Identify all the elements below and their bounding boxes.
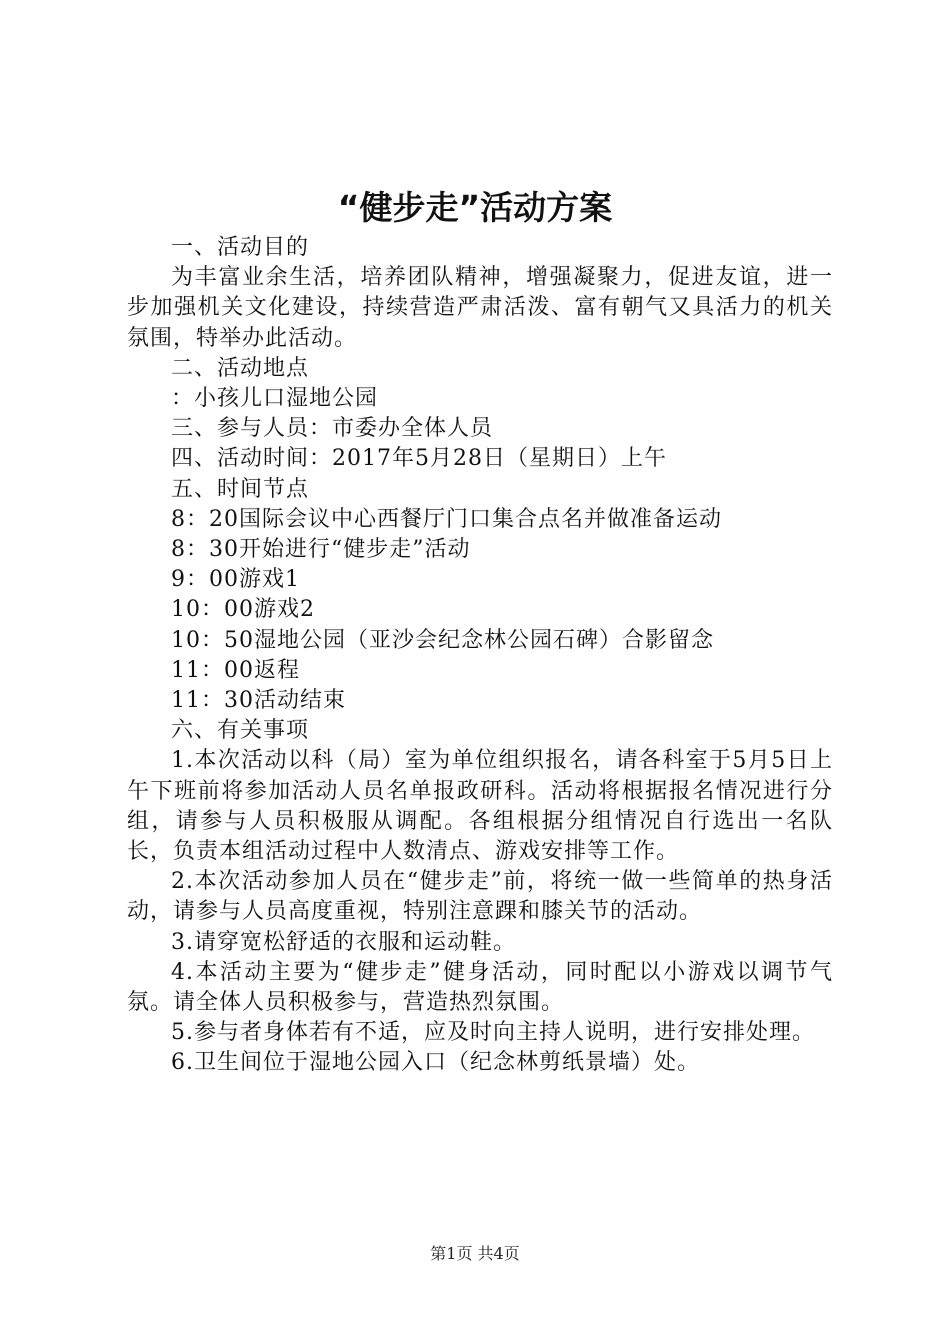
- section-heading-schedule: 五、时间节点: [171, 476, 310, 502]
- page-footer: 第1页 共4页: [430, 1244, 520, 1263]
- note-item: 3.请穿宽松舒适的衣服和运动鞋。: [171, 929, 516, 955]
- paragraph-purpose: 为丰富业余生活，培养团队精神，增强凝聚力，促进友谊，进一步加强机关文化建设，持续营造严肃活泼、富有朝气又具活力的机关氛围，特举办此活动。: [127, 265, 833, 351]
- schedule-item: 9：00游戏1: [171, 567, 300, 593]
- schedule-item: 8：30开始进行“健步走”活动: [171, 537, 471, 563]
- section-heading-purpose: 一、活动目的: [171, 235, 310, 260]
- section-heading-location: 二、活动地点: [171, 355, 310, 381]
- document-title: “健步走”活动方案: [337, 188, 613, 227]
- paragraph-location: ：小孩儿口湿地公园: [171, 386, 379, 412]
- section-time: 四、活动时间：2017年5月28日（星期日）上午: [171, 446, 667, 472]
- note-item: 5.参与者身体若有不适，应及时向主持人说明，进行安排处理。: [171, 1020, 815, 1046]
- schedule-item: 11：30活动结束: [171, 688, 346, 714]
- note-item: 2.本次活动参加人员在“健步走”前，将统一做一些简单的热身活动，请参与人员高度重视，特别注意踝和膝关节的活动。: [127, 869, 833, 925]
- note-item: 4.本活动主要为“健步走”健身活动，同时配以小游戏以调节气氛。请全体人员积极参与，营造热烈氛围。: [127, 959, 833, 1016]
- section-participants: 三、参与人员：市委办全体人员: [171, 416, 494, 442]
- schedule-item: 11：00返程: [171, 657, 300, 683]
- schedule-item: 8：20国际会议中心西餐厅门口集合点名并做准备运动: [171, 506, 722, 532]
- schedule-item: 10：00游戏2: [171, 597, 315, 623]
- note-item: 6.卫生间位于湿地公园入口（纪念林剪纸景墙）处。: [171, 1050, 700, 1076]
- note-item: 1.本次活动以科（局）室为单位组织报名，请各科室于5月5日上午下班前将参加活动人员名单报政研科。活动将根据报名情况进行分组，请参与人员积极服从调配。各组根据分组情况自行选出一名队长，负责本组活动过程中人数清点、游戏安排等工作。: [127, 748, 833, 865]
- schedule-item: 10：50湿地公园（亚沙会纪念林公园石碑）合影留念: [171, 627, 714, 653]
- section-heading-notes: 六、有关事项: [171, 718, 310, 744]
- document-body: [127, 233, 833, 1079]
